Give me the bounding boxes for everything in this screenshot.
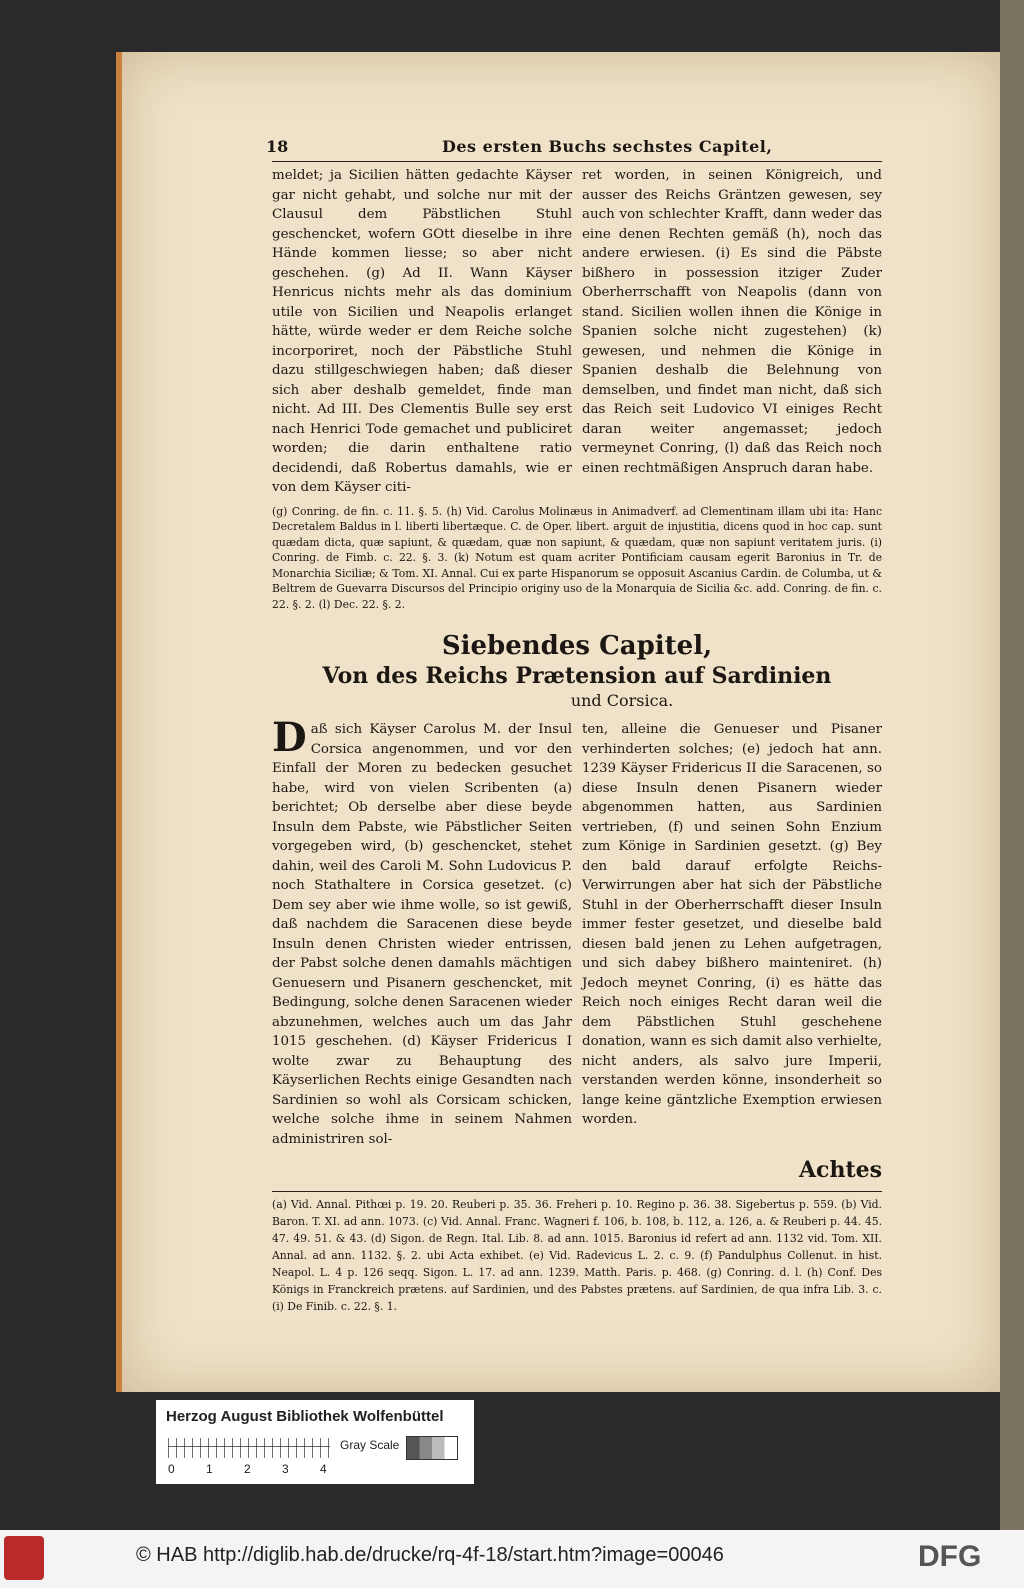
scale-number: 4: [320, 1462, 327, 1476]
background-edge: [1000, 0, 1024, 1530]
library-scale-label: [156, 1400, 474, 1484]
body-columns: [272, 714, 882, 1149]
header-rule: [272, 161, 882, 162]
footnotes-top: (g) Conring. de fin. c. 11. §. 5. (h) Vid. Carolus Molinæus in Animadverf. ad Clementinam illam ubi ita: Hanc Decretalem Baldus in l. liberti libertæque. C. de Oper. libert. arguit de injustitia, dicens quod in hoc cap. sunt quædam dicta, quæ sapiunt, & quædam, quæ non sapiunt, & quædam, quæ non sapiunt veritatem juris. (i) Conring. de Fimb. c. 22. §. 3. (k) Notum est quam acriter Pontificiam causam egerit Baronius in Tr. de Monarchia Siciliæ; & Tom. XI. Annal. Cui ex parte Hispanorum se opposuit Ascanius Cardin. de Columba, ut & Beltrem de Guevarra Discursos del Principio originy uso de la Monarquia de Sicilia &c. add. Conring. de fin. c. 22. §. 2. (l) Dec. 22. §. 2.: [272, 504, 882, 611]
page-content: [266, 137, 882, 1315]
dfg-logo: DFG: [918, 1540, 982, 1573]
scale-number: 2: [244, 1462, 251, 1476]
source-url[interactable]: © HAB http://diglib.hab.de/drucke/rq-4f-18/start.htm?image=00046: [136, 1544, 724, 1566]
text-block: ret worden, in seinen Königreich, und ausser des Reichs Gräntzen gewesen, sey auch von schlechter Krafft, dann weder das eine denen Rechten gemäß (h), noch das andere erwiesen. (i) Es sind die Päbste bißhero in possession itziger Zuder Oberherrschafft von Neapolis (dann von stand. Sicilien wollen ihnen die Könige in Spanien solche nicht zugestehen) (k) gewesen, und nehmen die Könige in Spanien deshalb die Belehnung von demselben, und findet man nicht, daß sich das Reich seit Ludovico VI einiges Recht daran weiter angemasset; jedoch vermeynet Conring, (l) daß das Reich noch einen rechtmäßigen Anspruch daran habe.: [582, 168, 882, 476]
footer-bar: [0, 1530, 1024, 1588]
top-columns: [272, 166, 882, 498]
gray-scale-label: Gray Scale: [340, 1438, 400, 1452]
scale-number: 1: [206, 1462, 213, 1476]
column-left-top: [272, 166, 572, 498]
column-left-body: [272, 714, 572, 1149]
drop-cap: D: [272, 714, 307, 761]
chapter-heading: [272, 630, 882, 712]
book-page: [116, 52, 1000, 1392]
scale-number: 3: [282, 1462, 289, 1476]
text-block: aß sich Käyser Carolus M. der Insul Corsica angenommen, und vor den Einfall der Moren zu bedecken gesuchet habe, wird von vielen Scribenten (a) berichtet; Ob derselbe aber diese beyde Insuln dem Pabste, wie Päbstlicher Seiten vorgegeben wird, (b) geschencket, stehet dahin, weil des Caroli M. Sohn Ludovicus P. noch Stathaltere in Corsica gesetzet. (c) Dem sey aber wie ihme wolle, so ist gewiß, daß nachdem die Saracenen diese beyde Insuln denen Christen wieder entrissen, der Pabst solche denen damahls mächtigen Genuesern und Pisanern geschencket, mit Bedingung, solche denen Saracenen wieder abzunehmen, welches auch um das Jahr 1015 geschehen. (d) Käyser Fridericus I wolte zwar zu Behauptung des Käyserlichen Rechts einige Gesandten nach Sardinien so wohl als Corsicam schicken, welche solche ihme in seinem Nahmen administriren sol-: [272, 722, 572, 1147]
hab-logo-icon: [4, 1536, 44, 1580]
catchword: Achtes: [798, 1157, 882, 1183]
footnotes-bottom: (a) Vid. Annal. Pithœi p. 19. 20. Reuberi p. 35. 36. Freheri p. 10. Regino p. 36. 38. Sigebertus p. 559. (b) Vid. Baron. T. XI. ad ann. 1073. (c) Vid. Annal. Franc. Wagneri f. 106, b. 108, b. 112, a. 126, a. & Reuberi p. 44. 45. 47. 49. 51. & 43. (d) Sigon. de Regn. Ital. Lib. 8. ad ann. 1015. Baronius id refert ad ann. 1132 vid. Tom. XII. Annal. ad ann. 1132. §. 2. ubi Acta exhibet. (e) Vid. Radevicus L. 2. c. 9. (f) Pandulphus Collenut. in hist. Neapol. L. 4 p. 126 seqq. Sigon. L. 17. ad ann. 1239. Matth. Paris. p. 468. (g) Conring. d. l. (h) Conf. Des Königs in Franckreich prætens. auf Sardinien, und des Pabstes prætens. auf Sardinien, de qua infra Lib. 3. c. (i) De Finib. c. 22. §. 1.: [272, 1191, 882, 1315]
gray-scale-swatch: [406, 1436, 458, 1460]
page-number: 18: [266, 137, 289, 156]
chapter-subtitle: Von des Reichs Prætension auf Sardinien: [322, 663, 832, 689]
text-block: ten, alleine die Genueser und Pisaner verhinderten solches; (e) jedoch hat ann. 1239 Käyser Fridericus II die Saracenen, so diese Insuln denen Pisanern wieder abgenommen hatten, aus Sardinien vertrieben, (f) und seinen Sohn Enzium zum Könige in Sardinien gesetzt. (g) Bey den bald darauf erfolgte Reichs-Verwirrungen aber hat sich der Päbstliche Stuhl in der Oberherrschafft dieser Insuln immer fester gesetzet, und dieselbe bald diesen bald jenen zu Lehen aufgetragen, und sich dabey bißhero mainteniret. (h) Jedoch meynet Conring, (i) es hätte das Reich noch einiges Recht daran weil die dem Päbstlichen Stuhl geschehene donation, wann es sich damit also verhielte, nicht anders, als salvo jure Imperii, verstanden werden könne, insonderheit so lange keine gäntzliche Exemption erwiesen worden.: [582, 722, 882, 1127]
chapter-title: Siebendes Capitel,: [441, 631, 713, 661]
scale-number: 0: [168, 1462, 175, 1476]
chapter-subtitle-2: und Corsica.: [570, 691, 674, 710]
running-title: Des ersten Buchs sechstes Capitel,: [442, 137, 773, 156]
text-block: meldet; ja Sicilien hätten gedachte Käyser gar nicht gehabt, und solche nur mit der Clausul dem Päbstlichen Stuhl geschencket, wofern GOtt dieselbe in ihre Hände kommen liesse; so aber nicht geschehen. (g) Ad II. Wann Käyser Henricus nichts mehr als das dominium utile von Sicilien und Neapolis erlanget hätte, würde weder er dem Reiche solche incorporiret, noch der Päbstliche Stuhl dazu stillgeschwiegen haben; daß dieser sich aber deshalb gemeldet, finde man nicht. Ad III. Des Clementis Bulle sey erst nach Henrici Tode gemachet und publiciret worden; die darin enthaltene ratio decidendi, daß Robertus damahls, wie er von dem Käyser citi-: [272, 168, 572, 495]
library-name: Herzog August Bibliothek Wolfenbüttel: [166, 1408, 444, 1425]
column-right-body: [582, 720, 882, 1149]
column-right-top: [582, 166, 882, 498]
scale-ticks: [168, 1438, 330, 1458]
page-header: [266, 137, 882, 159]
